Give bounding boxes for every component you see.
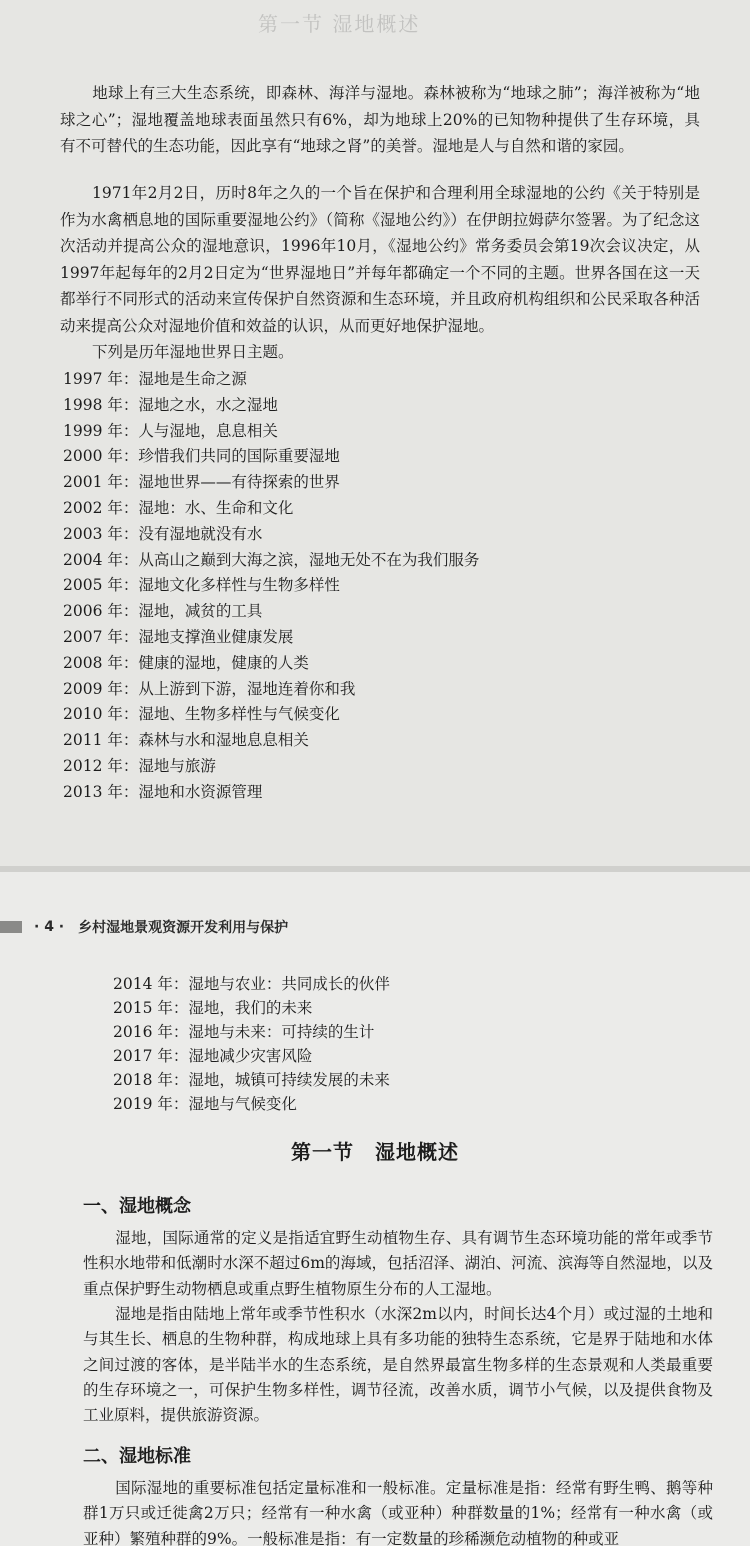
list-item: 2019 年：湿地与气候变化 [113,1095,297,1113]
paragraph-wetland-definition [83,1226,713,1302]
list-item: 2012 年：湿地与旅游 [63,756,216,775]
list-item: 2011 年：森林与水和湿地息息相关 [63,731,309,750]
list-item: 2005 年：湿地文化多样性与生物多样性 [63,576,340,595]
paragraph-three-ecosystems [60,80,700,160]
section-title: 第一节 湿地概述 [291,1140,459,1164]
list-item: 2016 年：湿地与未来：可持续的生计 [113,1023,375,1041]
list-item: 2002 年：湿地：水、生命和文化 [63,498,294,517]
list-item: 2017 年：湿地减少灾害风险 [113,1047,313,1065]
paragraph-text: 1971年2月2日，历时8年之久的一个旨在保护和合理利用全球湿地的公约《关于特别是作为水禽栖息地的国际重要湿地公约》（简称《湿地公约》）在伊朗拉姆萨尔签署。为了纪念这次活动并提高公众的湿地意识，1996年10月，《湿地公约》常务委员会第19次会议决定，从1997年起每年的2月2日定为“世界湿地日”并每年都确定一个不同的主题。世界各国在这一天都举行不同形式的活动来宣传保护自然资源和生态环境，并且政府机构组织和公民采取各种活动来提高公众对湿地价值和效益的认识，从而更好地保护湿地。 [60,184,700,335]
list-item: 2003 年：没有湿地就没有水 [63,524,263,543]
paragraph-text: 湿地是指由陆地上常年或季节性积水（水深2m以内，时间长达4个月）或过湿的土地和与其生长、栖息的生物种群，构成地球上具有多功能的独特生态系统，它是界于陆地和水体之间过渡的客体，是半陆半水的生态系统，是自然界最富生物多样的生态景观和人类最重要的生存环境之一，可保护生物多样性，调节径流，改善水质，调节小气候，以及提供食物及工业原料，提供旅游资源。 [83,1305,713,1425]
list-item: 2007 年：湿地支撑渔业健康发展 [63,627,294,646]
paragraph-text: 国际湿地的重要标准包括定量标准和一般标准。定量标准是指：经常有野生鸭、鹅等种群1万只或迁徙禽2万只；经常有一种水禽（或亚种）种群数量的1%；经常有一种水禽（或亚种）繁殖种群的9%。一般标准是指：有一定数量的珍稀濒危动植物的种或亚 [83,1479,713,1546]
list-item: 1997 年：湿地是生命之源 [63,370,247,388]
paragraph-wetland-standards [83,1476,713,1546]
paragraph-theme-intro [60,339,700,366]
list-item: 2015 年：湿地，我们的未来 [113,999,313,1017]
subsection-title-standards: 二、湿地标准 [83,1446,191,1467]
list-item: 2001 年：湿地世界——有待探索的世界 [63,473,340,492]
subsection-title-concept: 一、湿地概念 [83,1196,191,1217]
list-item: 2006 年：湿地，减贫的工具 [63,602,263,621]
bleed-through-title: 第一节 湿地概述 [258,12,421,36]
lower-page [0,872,750,1546]
list-item: 2009 年：从上游到下游，湿地连着你和我 [63,679,356,698]
running-head [0,916,288,938]
list-item: 2018 年：湿地，城镇可持续发展的未来 [113,1071,390,1089]
list-item: 2004 年：从高山之巅到大海之滨，湿地无处不在为我们服务 [63,550,480,569]
list-item: 2008 年：健康的湿地，健康的人类 [63,653,309,672]
paragraph-ramsar-convention [60,180,700,340]
list-item: 2000 年：珍惜我们共同的国际重要湿地 [63,447,340,466]
paragraph-text: 湿地，国际通常的定义是指适宜野生动植物生存、具有调节生态环境功能的常年或季节性积水地带和低潮时水深不超过6m的海域，包括沼泽、湖泊、河流、滨海等自然湿地，以及重点保护野生动物栖息或重点野生植物原生分布的人工湿地。 [83,1229,713,1298]
page-number: · 4 · [34,919,65,935]
list-item: 2013 年：湿地和水资源管理 [63,782,263,801]
list-item: 1999 年：人与湿地，息息相关 [63,421,278,440]
paragraph-text: 下列是历年湿地世界日主题。 [92,343,294,361]
list-item: 2010 年：湿地、生物多样性与气候变化 [63,705,340,724]
paragraph-wetland-description [83,1302,713,1428]
header-bar-mark [0,921,22,933]
list-item: 2014 年：湿地与农业：共同成长的伙伴 [113,975,390,993]
list-item: 1998 年：湿地之水，水之湿地 [63,395,278,414]
book-title: 乡村湿地景观资源开发利用与保护 [78,920,289,936]
wetland-day-themes-list-continued [113,972,390,1116]
paragraph-text: 地球上有三大生态系统，即森林、海洋与湿地。森林被称为“地球之肺”；海洋被称为“地球之心”；湿地覆盖地球表面虽然只有6%，却为地球上20%的已知物种提供了生存环境，具有不可替代的生态功能，因此享有“地球之肾”的美誉。湿地是人与自然和谐的家园。 [60,84,700,156]
wetland-day-themes-list [63,367,479,806]
